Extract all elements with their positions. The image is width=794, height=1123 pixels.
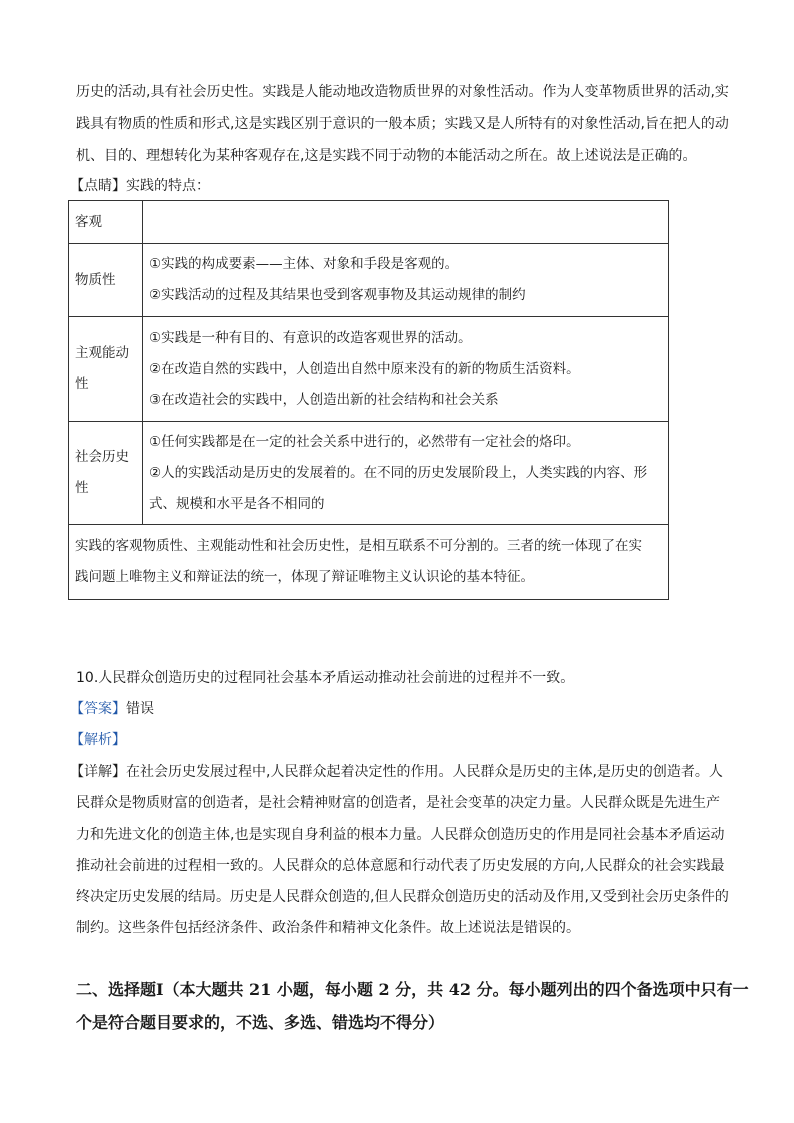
table-cell-line: ③在改造社会的实践中，人创造出新的社会结构和社会关系 [149,391,499,408]
table-cell-label: 客观 [69,201,143,244]
table-cell-line: ①实践是一种有目的、有意识的改造客观世界的活动。 [149,329,472,346]
detail-line-4: 推动社会前进的过程相一致的。人民群众的总体意愿和行动代表了历史发展的方向,人民群众的社会实践最 [76,858,725,874]
table-cell-line: ②人的实践活动是历史的发展着的。在不同的历史发展阶段上，人类实践的内容、形 [149,464,648,481]
table-cell-line: ①实践的构成要素——主体、对象和手段是客观的。 [149,256,459,272]
table-cell-label: 物质性 [69,244,143,317]
detail-tag: 【详解】 [70,764,126,780]
table-cell-content [143,422,669,525]
question-10: 10.人民群众创造历史的过程同社会基本矛盾运动推动社会前进的过程并不一致。 [76,670,575,686]
point-line [70,176,210,196]
table-row [69,525,669,600]
table-cell-line: 式、规模和水平是各不相同的 [149,495,325,512]
answer-text: 错误 [126,701,154,717]
point-tag: 【点睛】 [70,178,126,194]
table-cell-label [69,422,143,525]
answer-line [70,699,154,719]
table-cell-content [143,317,669,422]
intro-line-3: 机、目的、理想转化为某种客观存在,这是实践不同于动物的本能活动之所在。故上述说法是正确的。 [76,148,697,164]
point-text: 实践的特点： [126,178,210,194]
answer-tag: 【答案】 [70,701,126,717]
table-footer-line: 践问题上唯物主义和辩证法的统一，体现了辩证唯物主义认识论的基本特征。 [75,569,534,585]
table-footer-cell [69,525,669,600]
table-cell-label-text: 社会历史性 [75,449,129,496]
detail-line-2: 民群众是物质财富的创造者，是社会精神财富的创造者，是社会变革的决定力量。人民群众既是先进生产 [76,795,720,811]
practice-features-table [68,200,669,600]
table-cell-label-text: 主观能动性 [75,345,129,392]
table-cell-line: ②实践活动的过程及其结果也受到客观事物及其运动规律的制约 [149,287,526,303]
table-cell-content [143,201,669,244]
table-row [69,244,669,317]
table-row [69,422,669,525]
table-cell-line: ②在改造自然的实践中，人创造出自然中原来没有的新的物质生活资料。 [149,360,580,377]
table-cell-label [69,317,143,422]
detail-text: 在社会历史发展过程中,人民群众起着决定性的作用。人民群众是历史的主体,是历史的创造者。人 [126,764,723,780]
analysis-tag: 【解析】 [70,732,126,748]
detail-line-1 [70,762,723,782]
intro-line-2: 践具有物质的性质和形式,这是实践区别于意识的一般本质；实践又是人所特有的对象性活动,旨在把人的动 [76,116,729,132]
table-cell-content [143,244,669,317]
table-row [69,201,669,244]
detail-line-5: 终决定历史发展的结局。历史是人民群众创造的,但人民群众创造历史的活动及作用,又受到社会历史条件的 [76,889,729,905]
table-footer-line: 实践的客观物质性、主观能动性和社会历史性，是相互联系不可分割的。三者的统一体现了在实 [75,538,642,554]
detail-line-6: 制约。这些条件包括经济条件、政治条件和精神文化条件。故上述说法是错误的。 [76,920,580,936]
detail-line-3: 力和先进文化的创造主体,也是实现自身利益的根本力量。人民群众创造历史的作用是同社会基本矛盾运动 [76,827,725,843]
table-row [69,317,669,422]
section-title-line-2: 个是符合题目要求的，不选、多选、错选均不得分） [76,1013,445,1032]
table-cell-line: ①任何实践都是在一定的社会关系中进行的，必然带有一定社会的烙印。 [149,433,580,450]
section-title-line-1: 二、选择题Ⅰ（本大题共 21 小题，每小题 2 分，共 42 分。每小题列出的四个备选项中只有一 [76,980,749,999]
intro-line-1: 历史的活动,具有社会历史性。实践是人能动地改造物质世界的对象性活动。作为人变革物质世界的活动,实 [76,84,729,100]
